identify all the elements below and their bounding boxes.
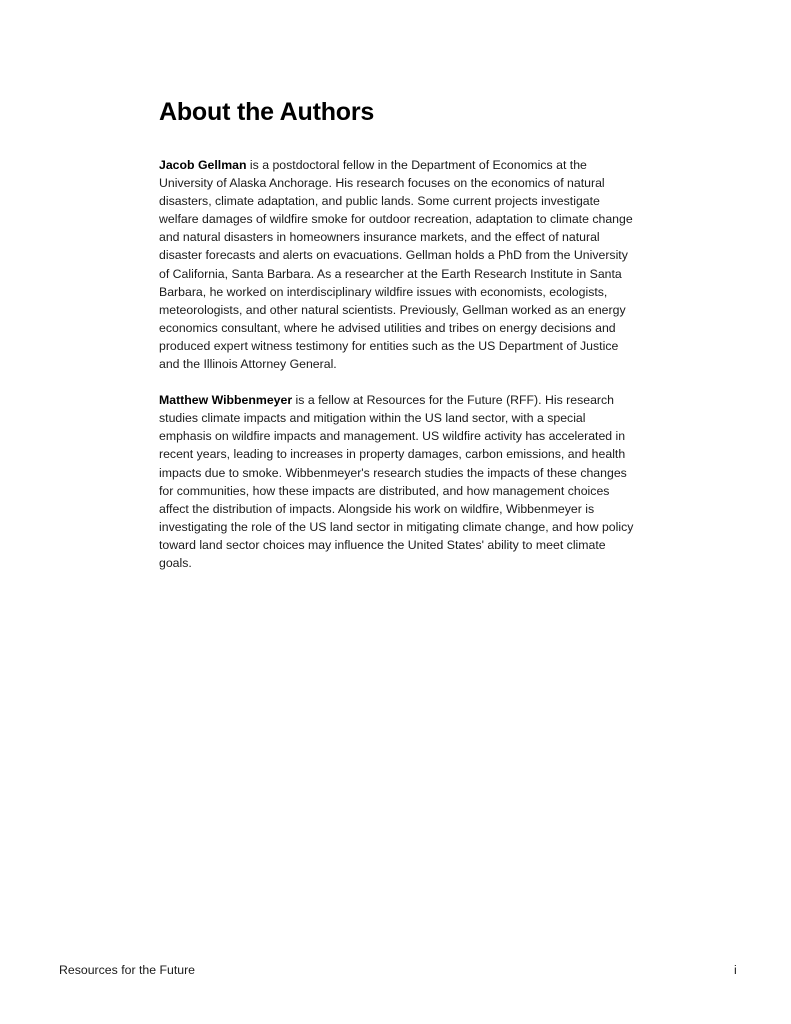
author-name-wibbenmeyer: Matthew Wibbenmeyer <box>159 393 293 408</box>
footer-organization: Resources for the Future <box>59 963 196 977</box>
author-bio-text-wibbenmeyer: is a fellow at Resources for the Future (RFF). His research studies climate impacts and mitigation within the US land sector, with a special emphasis on wildfire impacts and management. US wildfire activity has accelerated in recent years, leading to increases in property damages, carbon emissions, and health impacts due to smoke. Wibbenmeyer's research studies the impacts of these changes for communities, how these impacts are distributed, and how management choices affect the distribution of impacts. Alongside his work on wildfire, Wibbenmeyer is investigating the role of the US land sector in mitigating climate change, and how policy toward land sector choices may influence the United States' ability to meet climate goals. <box>159 393 634 570</box>
page-title: About the Authors <box>159 98 375 126</box>
page-content <box>159 96 637 572</box>
author-bio-gellman <box>159 156 637 373</box>
author-name-gellman: Jacob Gellman <box>159 158 247 172</box>
author-bio-text-gellman: is a postdoctoral fellow in the Department of Economics at the University of Alaska Anchorage. His research focuses on the economics of natural disasters, climate adaptation, and public lands. Some current projects investigate welfare damages of wildfire smoke for outdoor recreation, adaptation to climate change and natural disasters in homeowners insurance markets, and the effect of natural disaster forecasts and alerts on evacuations. Gellman holds a PhD from the University of California, Santa Barbara. As a researcher at the Earth Research Institute in Santa Barbara, he worked on interdisciplinary wildfire issues with economists, ecologists, meteorologists, and other natural scientists. Previously, Gellman worked as an energy economics consultant, where he advised utilities and tribes on energy decisions and produced expert witness testimony for entities such as the US Department of Justice and the Illinois Attorney General. <box>159 158 633 372</box>
footer-page-number: i <box>734 963 737 977</box>
author-bio-wibbenmeyer <box>159 391 637 572</box>
